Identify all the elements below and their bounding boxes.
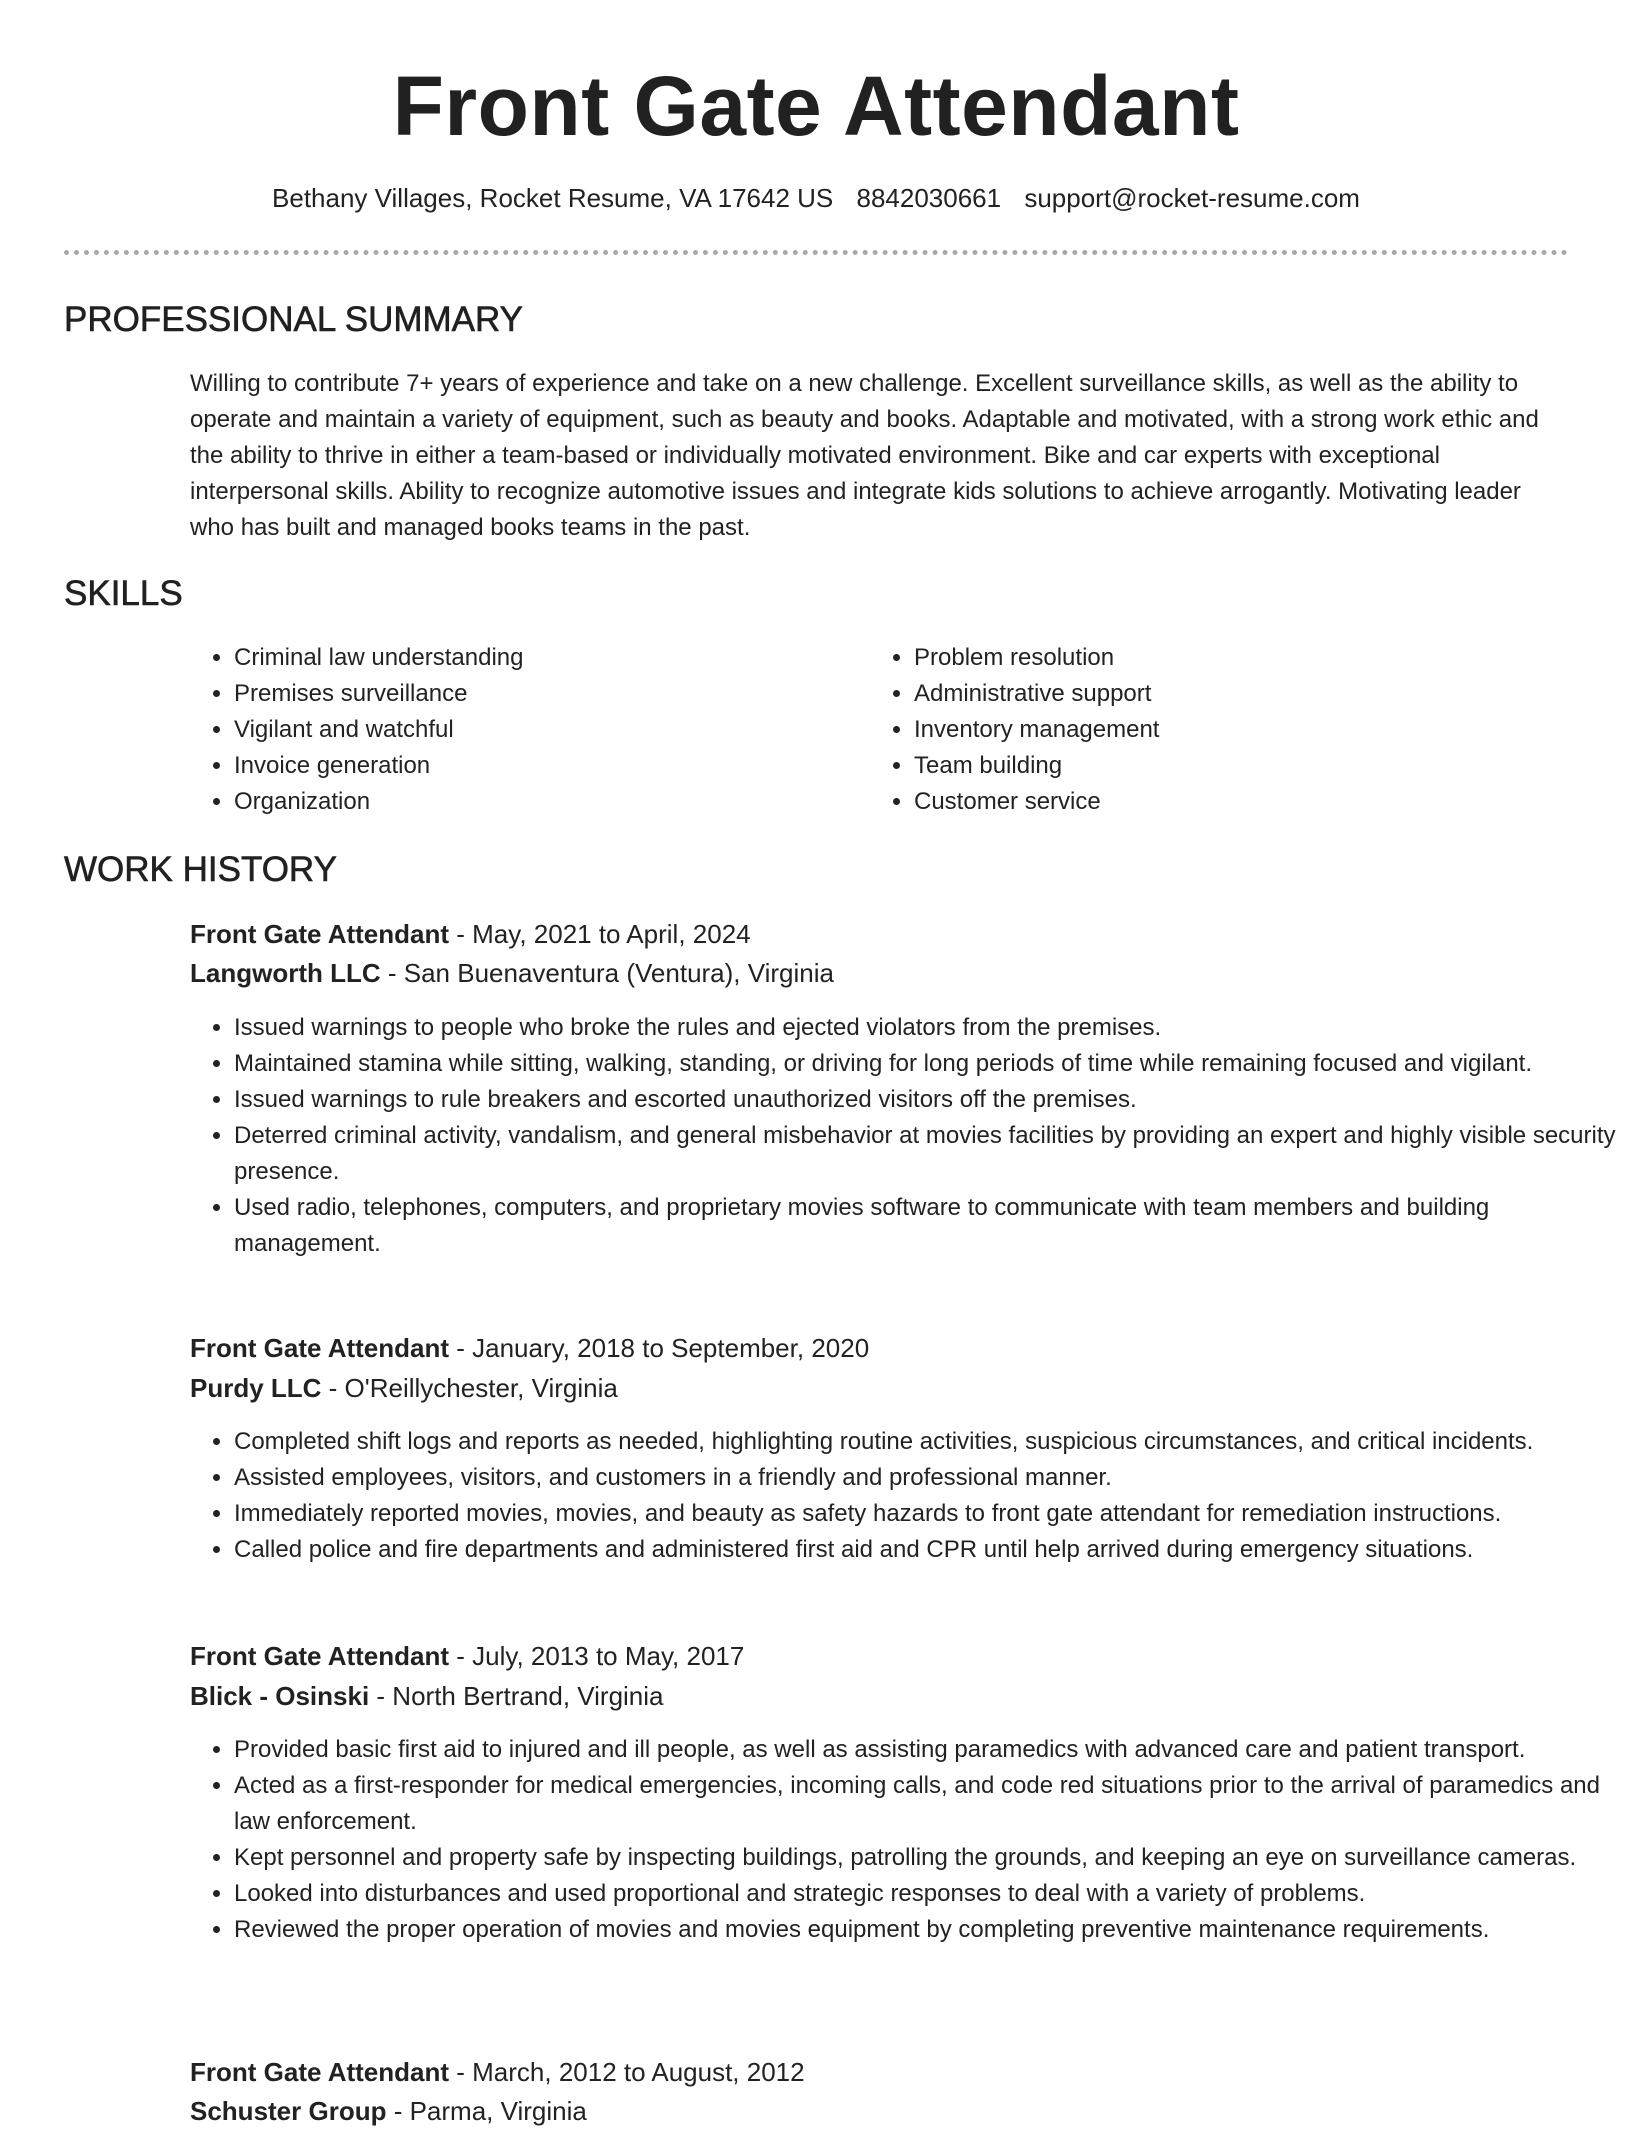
job-bullet: • Acted as a first-responder for medical emergencies, incoming calls, and code red situations prior to the arrival of paramedics and law enforcement. [234,1768,1632,1840]
skill-item: • Organization [234,784,854,820]
candidate-name: Front Gate Attendant [392,59,1240,153]
skill-item: • Team building [914,748,1534,784]
job-title: Front Gate Attendant [190,919,450,949]
job-company: Purdy LLC [190,1373,322,1403]
job-title: Front Gate Attendant [190,2057,450,2087]
skill-item: • Customer service [914,784,1534,820]
job-bullet: • Provided basic first aid to injured and ill people, as well as assisting paramedics with advanced care and patient transport. [234,1732,1632,1768]
skill-item: • Vigilant and watchful [234,712,854,748]
job-location: - North Bertrand, Virginia [369,1681,664,1711]
job-bullet: • Assisted employees, visitors, and customers in a friendly and professional manner. [234,1460,1632,1496]
job-bullets [190,1424,1632,1568]
job-company-line [190,1370,618,1406]
job-company: Blick - Osinski [190,1681,370,1711]
job-title: Front Gate Attendant [190,1333,450,1363]
job-bullet: • Kept personnel and property safe by inspecting buildings, patrolling the grounds, and keeping an eye on surveillance cameras. [234,1840,1632,1876]
job-bullets [190,1732,1632,1948]
skills-heading: SKILLS [64,574,183,613]
job-dates: - May, 2021 to April, 2024 [449,919,751,949]
job-bullet: • Reviewed the proper operation of movies and movies equipment by completing preventive maintenance requirements. [234,1912,1632,1948]
job-bullet: • Maintained stamina while sitting, walking, standing, or driving for long periods of time while remaining focused and vigilant. [234,1046,1632,1082]
job-bullets [190,1010,1632,1262]
skill-item: • Premises surveillance [234,676,854,712]
job-location: - O'Reillychester, Virginia [321,1373,618,1403]
contact-line [0,180,1632,216]
contact-email: support@rocket-resume.com [1024,183,1360,213]
job-bullet: • Deterred criminal activity, vandalism, and general misbehavior at movies facilities by providing an expert and highly visible security presence. [234,1118,1632,1190]
skill-item: • Inventory management [914,712,1534,748]
skills-list-right [870,640,1534,820]
job-dates: - January, 2018 to September, 2020 [449,1333,870,1363]
job-bullet: • Completed shift logs and reports as needed, highlighting routine activities, suspicious circumstances, and critical incidents. [234,1424,1632,1460]
job-title-line [190,916,751,952]
job-dates: - July, 2013 to May, 2017 [449,1641,745,1671]
job-company-line [190,955,834,991]
job-title: Front Gate Attendant [190,1641,450,1671]
summary-text: Willing to contribute 7+ years of experience and take on a new challenge. Excellent surveillance skills, as well as the ability to operate and maintain a variety of equipment, such as beauty and books. Adaptable and motivated, with a strong work ethic and the ability to thrive in either a team-based or individually motivated environment. Bike and car experts with exceptional interpersonal skills. Ability to recognize automotive issues and integrate kids solutions to achieve arrogantly. Motivating leader who has built and managed books teams in the past. [190,370,1539,541]
job-company: Schuster Group [190,2096,387,2126]
job-bullet: • Looked into disturbances and used proportional and strategic responses to deal with a variety of problems. [234,1876,1632,1912]
job-location: - San Buenaventura (Ventura), Virginia [380,958,834,988]
job-location: - Parma, Virginia [386,2096,587,2126]
job-bullet: • Immediately reported movies, movies, and beauty as safety hazards to front gate attendant for remediation instructions. [234,1496,1632,1532]
skill-item: • Problem resolution [914,640,1534,676]
job-bullet: • Called police and fire departments and administered first aid and CPR until help arrived during emergency situations. [234,1532,1632,1568]
job-dates: - March, 2012 to August, 2012 [449,2057,805,2087]
header-divider [64,250,1568,255]
summary-heading: PROFESSIONAL SUMMARY [64,300,523,339]
contact-phone: 8842030661 [856,183,1002,213]
job-title-line [190,2054,805,2090]
skill-item: • Administrative support [914,676,1534,712]
job-title-line [190,1330,869,1366]
job-company-line [190,1678,664,1714]
job-bullet: • Used radio, telephones, computers, and proprietary movies software to communicate with team members and building management. [234,1190,1632,1262]
job-company-line [190,2093,587,2129]
contact-address: Bethany Villages, Rocket Resume, VA 17642 US [272,183,834,213]
job-bullet: • Issued warnings to rule breakers and escorted unauthorized visitors off the premises. [234,1082,1632,1118]
job-bullet: • Issued warnings to people who broke the rules and ejected violators from the premises. [234,1010,1632,1046]
skill-item: • Invoice generation [234,748,854,784]
job-company: Langworth LLC [190,958,381,988]
skill-item: • Criminal law understanding [234,640,854,676]
work-history-heading: WORK HISTORY [64,850,337,889]
job-title-line [190,1638,744,1674]
skills-list-left [190,640,854,820]
